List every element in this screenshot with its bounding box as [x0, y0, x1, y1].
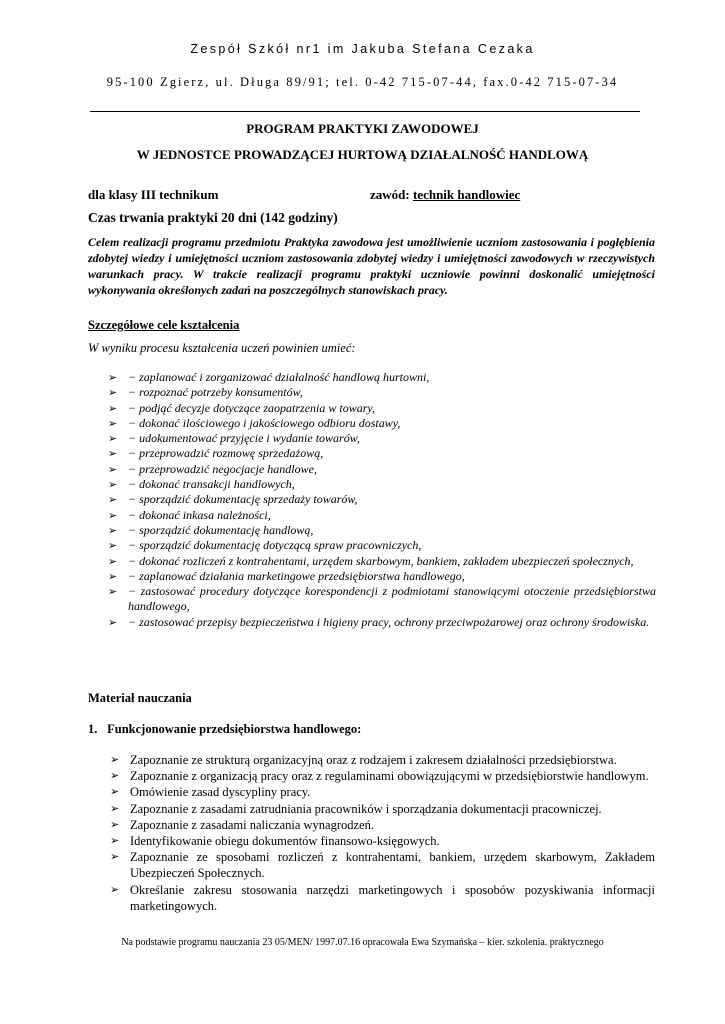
topic-item — [110, 768, 655, 784]
school-name: Zespół Szkół nr1 im Jakuba Stefana Cezaka — [190, 42, 535, 56]
goal-item-text: − sporządzić dokumentację sprzedaży towarów, — [128, 492, 358, 507]
arrow-bullet-icon: ➢ — [108, 416, 118, 430]
topic-item — [110, 752, 655, 768]
goal-item-text: − przeprowadzić negocjacje handlowe, — [128, 461, 317, 476]
arrow-bullet-icon: ➢ — [108, 401, 118, 415]
intro-paragraph: Celem realizacji programu przedmiotu Praktyka zawodowa jest umożliwienie uczniom zastosowania i pogłębienia zdobytej wiedzy i umiejętności uczniom zastosowania zdobytej wiedzy i umiejętności zawodowych w rzeczywistych warunkach pracy. W trakcie realizacji programu praktyki uczniowie powinni doskonalić umiejętności wykonywania określonych zadań na poszczególnych stanowiskach pracy. — [88, 235, 655, 297]
goal-item — [108, 615, 656, 630]
arrow-bullet-icon: ➢ — [108, 554, 118, 568]
goal-item-text: − dokonać ilościowego i jakościowego odbioru dostawy, — [128, 415, 401, 430]
goal-item-text: − zaplanować i zorganizować działalność handlową hurtowni, — [128, 370, 430, 384]
arrow-bullet-icon: ➢ — [110, 801, 120, 815]
school-address: 95-100 Zgierz, ul. Długa 89/91; tel. 0-42 715-07-44, fax.0-42 715-07-34 — [106, 75, 619, 89]
goal-item-text: − sporządzić dokumentację dotyczącą spraw pracowniczych, — [128, 538, 422, 553]
arrow-bullet-icon: ➢ — [110, 817, 120, 831]
header-divider — [90, 111, 640, 112]
topic-item-text: Identyfikowanie obiegu dokumentów finansowo-księgowych. — [130, 834, 440, 849]
topic-item-text: Zapoznanie z zasadami zatrudniania pracowników i sporządzania dokumentacji pracowniczej. — [130, 801, 602, 816]
goal-item-text: − sporządzić dokumentację handlową, — [128, 522, 314, 537]
goal-item — [108, 416, 656, 431]
goal-item-text: − dokonać transakcji handlowych, — [128, 477, 295, 492]
arrow-bullet-icon: ➢ — [110, 834, 120, 848]
arrow-bullet-icon: ➢ — [108, 478, 118, 492]
goal-item — [108, 431, 656, 446]
goal-item-text: − przeprowadzić rozmowę sprzedażową, — [128, 446, 324, 461]
topic-item-text: Zapoznanie ze sposobami rozliczeń z kontrahentami, bankiem, urzędem skarbowym, Zakładem Ubezpieczeń Społecznych. — [130, 850, 655, 881]
goal-item — [108, 401, 656, 416]
section-number: 1. — [88, 722, 98, 736]
goal-item-text: − zaplanować działania marketingowe przedsiębiorstwa handlowego, — [128, 568, 465, 583]
arrow-bullet-icon: ➢ — [110, 785, 120, 799]
topic-item-text: Określanie zakresu stosowania narzędzi marketingowych i sposobów pozyskiwania informacji marketingowych. — [130, 882, 655, 913]
document-title-line-1: PROGRAM PRAKTYKI ZAWODOWEJ — [246, 121, 479, 136]
material-heading: Materiał nauczania — [88, 691, 192, 705]
goal-item — [108, 569, 656, 584]
goal-item — [108, 538, 656, 553]
arrow-bullet-icon: ➢ — [110, 850, 120, 864]
topics-list — [110, 752, 655, 914]
goal-item-text: − zastosować przepisy bezpieczeństwa i higieny pracy, ochrony przeciwpożarowej oraz ochrony środowiska. — [128, 614, 650, 629]
arrow-bullet-icon: ➢ — [108, 371, 118, 384]
goals-heading: Szczegółowe cele kształcenia — [88, 318, 240, 332]
goal-item — [108, 523, 656, 538]
arrow-bullet-icon: ➢ — [108, 462, 118, 476]
goal-item-text: − podjąć decyzje dotyczące zaopatrzenia w towary, — [128, 400, 376, 415]
topic-item-text: Omówienie zasad dyscypliny pracy. — [130, 785, 311, 800]
goal-item — [108, 554, 656, 569]
goal-item — [108, 477, 656, 492]
arrow-bullet-icon: ➢ — [110, 769, 120, 783]
topic-item — [110, 817, 655, 833]
goal-item — [108, 584, 656, 615]
arrow-bullet-icon: ➢ — [108, 432, 118, 446]
goal-item — [108, 385, 656, 400]
arrow-bullet-icon: ➢ — [108, 615, 118, 629]
goal-item — [108, 370, 656, 385]
topic-item-text: Zapoznanie ze strukturą organizacyjną oraz z rodzajem i zakresem działalności przedsiębiorstwa. — [130, 753, 617, 767]
goal-item-text: − zastosować procedury dotyczące korespondencji z podmiotami stanowiącymi otoczenie przedsiębiorstwa handlowego, — [128, 584, 656, 614]
topic-item — [110, 882, 655, 914]
goals-list — [108, 370, 656, 630]
footer-note: Na podstawie programu nauczania 23 05/MEN/ 1997.07.16 opracowała Ewa Szymańska – kier. szkolenia. praktycznego — [121, 937, 604, 948]
document-title-line-2: W JEDNOSTCE PROWADZĄCEJ HURTOWĄ DZIAŁALNOŚĆ HANDLOWĄ — [136, 147, 589, 162]
topic-item — [110, 801, 655, 817]
goal-item-text: − dokonać inkasa należności, — [128, 507, 271, 522]
topic-item — [110, 784, 655, 800]
goal-item — [108, 446, 656, 461]
profession-label: zawód: — [370, 187, 410, 202]
duration: Czas trwania praktyki 20 dni (142 godziny) — [88, 210, 338, 225]
class-label: dla klasy III technikum — [88, 187, 219, 202]
goal-item — [108, 462, 656, 477]
profession — [370, 187, 520, 203]
goal-item-text: − udokumentować przyjęcie i wydanie towarów, — [128, 431, 360, 446]
topic-item — [110, 833, 655, 849]
arrow-bullet-icon: ➢ — [108, 508, 118, 522]
arrow-bullet-icon: ➢ — [108, 585, 118, 599]
arrow-bullet-icon: ➢ — [108, 539, 118, 553]
profession-value: technik handlowiec — [412, 187, 521, 202]
section-title: Funkcjonowanie przedsiębiorstwa handlowego: — [107, 722, 362, 736]
arrow-bullet-icon: ➢ — [108, 386, 118, 400]
goal-item — [108, 492, 656, 507]
arrow-bullet-icon: ➢ — [108, 569, 118, 583]
arrow-bullet-icon: ➢ — [108, 523, 118, 537]
arrow-bullet-icon: ➢ — [110, 753, 120, 766]
goal-item — [108, 508, 656, 523]
goals-subheading: W wyniku procesu kształcenia uczeń powinien umieć: — [88, 341, 356, 355]
arrow-bullet-icon: ➢ — [108, 493, 118, 507]
arrow-bullet-icon: ➢ — [108, 447, 118, 461]
topic-item-text: Zapoznanie z zasadami naliczania wynagrodzeń. — [130, 817, 374, 832]
section-heading — [88, 722, 361, 737]
goal-item-text: − rozpoznać potrzeby konsumentów, — [128, 385, 303, 400]
goal-item-text: − dokonać rozliczeń z kontrahentami, urzędem skarbowym, bankiem, zakładem ubezpieczeń społecznych, — [128, 553, 634, 568]
topic-item-text: Zapoznanie z organizacją pracy oraz z regulaminami obowiązującymi w przedsiębiorstwie handlowym. — [130, 769, 649, 784]
topic-item — [110, 849, 655, 881]
arrow-bullet-icon: ➢ — [110, 882, 120, 896]
